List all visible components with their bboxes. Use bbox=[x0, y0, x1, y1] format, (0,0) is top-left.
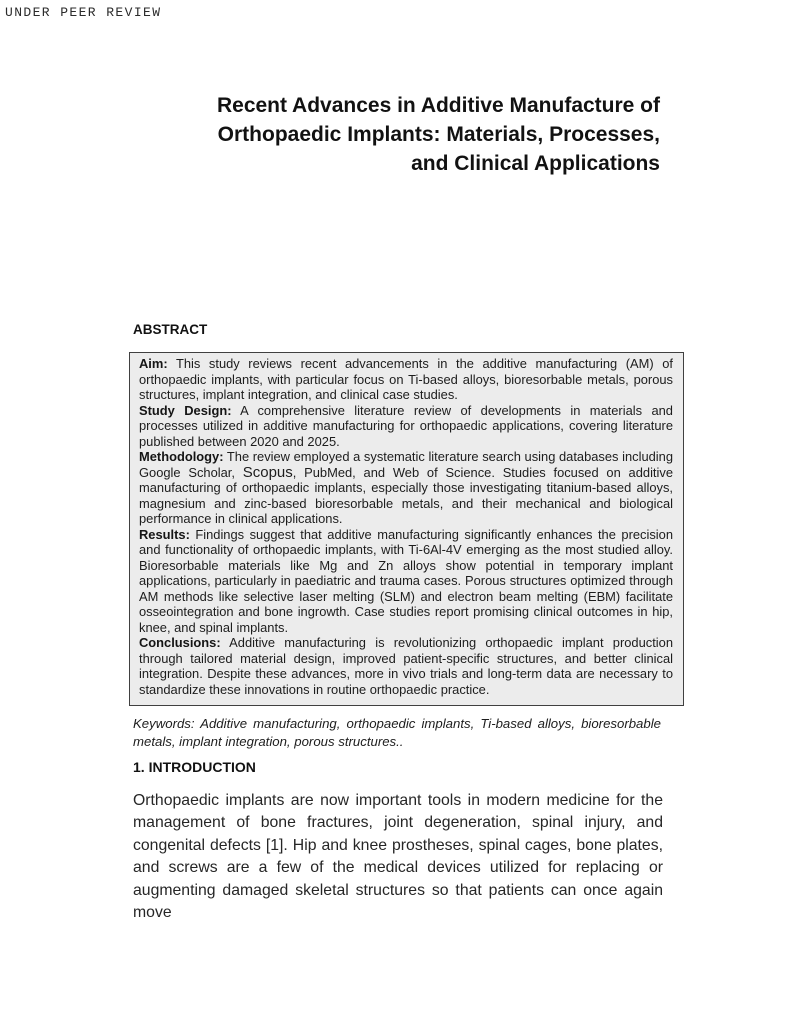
abstract-paragraph-methodology bbox=[139, 449, 673, 527]
abstract-label-study-design: Study Design: bbox=[139, 402, 232, 418]
abstract-paragraph-conclusions bbox=[139, 635, 673, 697]
paper-title-line-3: and Clinical Applications bbox=[411, 152, 660, 175]
keywords-text: Additive manufacturing, orthopaedic implants, Ti-based alloys, bioresorbable metals, implant integration, porous structures.. bbox=[133, 716, 661, 749]
paper-title-line-1: Recent Advances in Additive Manufacture of bbox=[216, 94, 660, 117]
abstract-text-methodology-pre: The review employed a systematic literature search using databases including Google Scholar, bbox=[139, 449, 673, 480]
abstract-text-scopus: Scopus bbox=[242, 463, 293, 481]
abstract-text-aim: This study reviews recent advancements in the additive manufacturing (AM) of orthopaedic implants, with particular focus on Ti-based alloys, bioresorbable metals, porous structures, implant integration, and clinical case studies. bbox=[139, 356, 673, 402]
abstract-label-aim: Aim: bbox=[139, 356, 168, 371]
keywords-label: Keywords: bbox=[133, 716, 195, 731]
abstract-text-study-design: A comprehensive literature review of developments in materials and processes utilized in additive manufacturing for orthopaedic applications, covering literature published between 2020 and 2025. bbox=[139, 402, 673, 449]
abstract-paragraph-results bbox=[139, 527, 673, 636]
abstract-text-results: Findings suggest that additive manufacturing significantly enhances the precision and functionality of orthopaedic implants, with Ti-6Al-4V emerging as the most studied alloy. Bioresorbable materials like Mg and Zn alloys show potential in temporary implant applications, particularly in paediatric and trauma cases. Porous structures optimized through AM methods like selective laser melting (SLM) and electron beam melting (EBM) facilitate osseointegration and bone ingrowth. Case studies report promising clinical outcomes in hip, knee, and spinal implants. bbox=[139, 526, 673, 635]
abstract-text-methodology-post: , PubMed, and Web of Science. Studies focused on additive manufacturing of orthopaedic implants, especially those investigating titanium-based alloys, magnesium and zinc-based bioresorbable metals, and their mechanical and biological performance in clinical applications. bbox=[139, 464, 673, 526]
peer-review-watermark: UNDER PEER REVIEW bbox=[5, 5, 162, 20]
abstract-label-conclusions: Conclusions: bbox=[139, 635, 221, 650]
section-heading-introduction: 1. INTRODUCTION bbox=[133, 759, 256, 775]
paper-title bbox=[131, 91, 660, 178]
abstract-label-results: Results: bbox=[139, 526, 190, 542]
abstract-text-conclusions: Additive manufacturing is revolutionizing orthopaedic implant production through tailored material design, improved patient-specific structures, and better clinical integration. Despite these advances, more in vivo trials and long-term data are necessary to standardize these innovations in routine orthopaedic practice. bbox=[139, 635, 673, 697]
abstract-paragraph-study-design bbox=[139, 403, 673, 450]
abstract-box bbox=[129, 352, 684, 706]
paper-title-line-2: Orthopaedic Implants: Materials, Processes, bbox=[217, 123, 660, 146]
abstract-heading: ABSTRACT bbox=[133, 322, 208, 337]
introduction-paragraph: Orthopaedic implants are now important tools in modern medicine for the management of bone fractures, joint degeneration, spinal injury, and congenital defects [1]. Hip and knee prostheses, spinal cages, bone plates, and screws are a few of the medical devices utilized for replacing or augmenting damaged skeletal structures so that patients can once again move bbox=[133, 792, 663, 922]
abstract-paragraph-aim bbox=[139, 356, 673, 403]
keywords bbox=[133, 715, 661, 751]
abstract-label-methodology: Methodology: bbox=[139, 449, 224, 464]
